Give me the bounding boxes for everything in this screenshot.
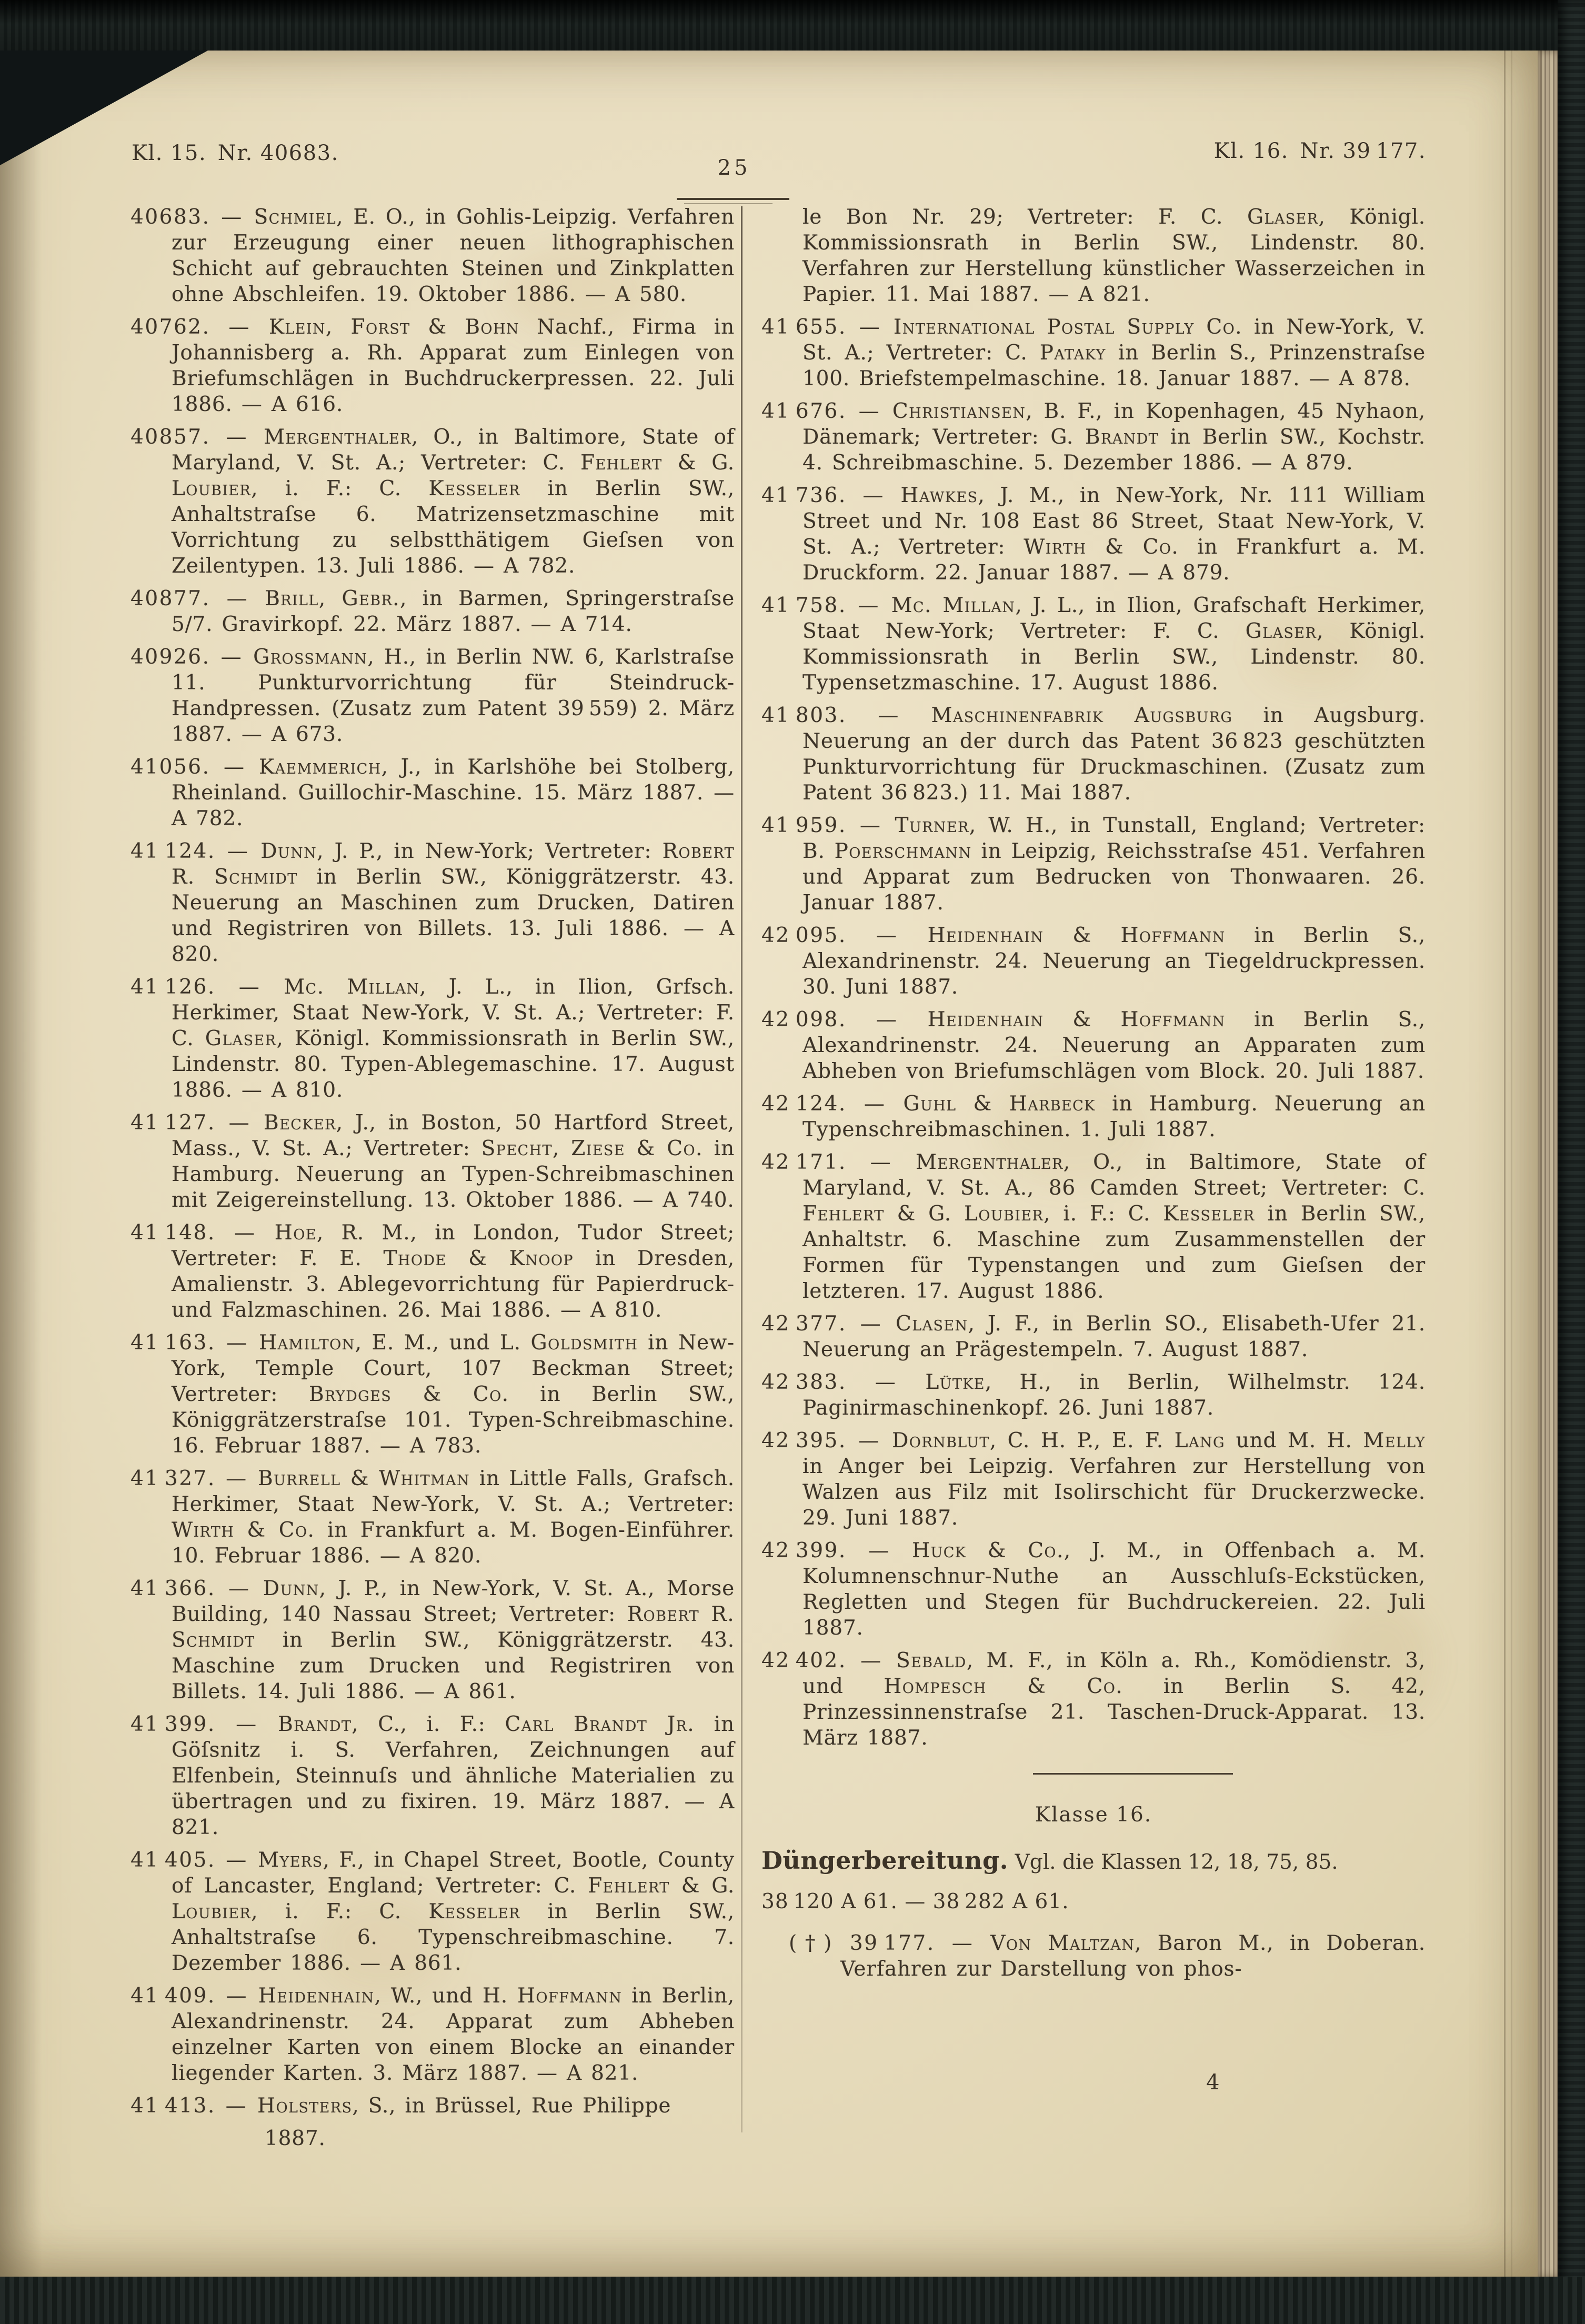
section-entries: [761, 1930, 1426, 1982]
entry-text: in Berlin S., Alexandrinenstr. 24. Neuerung an Tiegeldruckpressen. 30. Juni 1887.: [802, 924, 1426, 999]
name-small-caps: Hompesch & Co.: [884, 1675, 1123, 1698]
page-number-rule: [677, 198, 789, 200]
entry-text: in Göſsnitz i. S. Verfahren, Zeichnungen auf Elfenbein, Steinnuſs und ähnliche Materialien zu übertragen und zu fixiren. 19. März 1887. — A 821.: [172, 1712, 735, 1839]
entry-text: le Bon Nr. 29; Vertreter: F. C.: [802, 205, 1247, 229]
binding-cloth-bottom: [0, 2277, 1585, 2324]
name-small-caps: Maschinenfabrik Augsburg: [931, 704, 1233, 727]
entry-number: 41 366. —: [131, 1577, 263, 1600]
entry-text: , Königl. Kommissionsrath in Berlin SW., Lindenstr. 80. Typensetzmaschine. 17. August 1886.: [802, 619, 1426, 695]
name-small-caps: Heidenhain & Hoffmann: [927, 924, 1226, 947]
entry-number: 42 399. —: [761, 1539, 912, 1562]
entry-number: 42 402. —: [761, 1649, 896, 1672]
entry-number: 40683. —: [131, 205, 254, 229]
entry-text: , O., in Baltimore, State of Maryland, V. St. A.; Vertreter: C.: [172, 425, 735, 475]
patent-entry: [131, 1847, 735, 1976]
name-small-caps: Brandt: [1085, 425, 1159, 449]
patent-entry: [131, 1983, 735, 2086]
name-small-caps: Von Maltzan: [990, 1931, 1135, 1955]
name-small-caps: Fehlert: [802, 1202, 885, 1226]
entry-number: 41 124. —: [131, 839, 261, 863]
patent-entry: [761, 923, 1426, 1000]
name-small-caps: Mc. Millan: [284, 975, 420, 999]
name-small-caps: Kesseler: [428, 1900, 520, 1924]
entry-text: , Königl. Kommissionsrath in Berlin SW., Lindenstr. 80. Typen-Ablegemaschine. 17. August 1886. — A 810.: [172, 1027, 735, 1102]
name-small-caps: Heidenhain & Hoffmann: [927, 1008, 1226, 1031]
entry-number: 41 655. —: [761, 315, 894, 339]
entry-number: 41 413. —: [131, 2094, 258, 2118]
entry-text: Nachf., Firma in Johannisberg a. Rh. Apparat zum Einlegen von Briefumschlägen in Buchdruckerpressen. 22. Juli 1886. — A 616.: [172, 315, 735, 416]
entry-text: , F., in Chapel Street, Bootle, County of Lancaster, England; Vertreter: C.: [172, 1848, 735, 1898]
entry-text: in Berlin SW., Königgrätzerstraſse 101. Typen-Schreibmaschine. 16. Februar 1887. — A 783.: [172, 1383, 735, 1458]
entry-number: 41 959. —: [761, 814, 895, 837]
entry-text: in Berlin SW., Anhaltstraſse 6. Matrizensetzmaschine mit Vorrichtung zu selbstthätigem Gieſsen von Zeilentypen. 13. Juli 1886. — A 782.: [172, 477, 735, 578]
name-small-caps: Hoe: [274, 1221, 317, 1245]
name-small-caps: Clasen: [896, 1312, 968, 1336]
entry-text: , E. O., in Gohlis-Leipzig. Verfahren zur Erzeugung einer neuen lithographischen Schicht auf gebrauchten Steinen und Zinkplatten ohne Abschleifen. 19. Oktober 1886. — A 580.: [172, 205, 735, 306]
section-title-rest: Vgl. die Klassen 12, 18, 75, 85.: [1008, 1850, 1338, 1874]
entry-number: (†) 39 177. —: [789, 1931, 991, 1955]
entry-text: in Berlin S., Alexandrinenstr. 24. Neuerung an Apparaten zum Abheben von Briefumschlägen vom Block. 20. Juli 1887.: [802, 1008, 1426, 1083]
entry-text: in New-York, V. St. A.; Vertreter: C.: [802, 315, 1426, 365]
entry-text: in Frankfurt a. M. Bogen-Einführer. 10. Februar 1886. — A 820.: [172, 1518, 735, 1568]
entry-number: 41 736. —: [761, 484, 901, 507]
section-title-line: [761, 1846, 1426, 1877]
page-number: 25: [717, 156, 751, 180]
entry-text: in Berlin, Alexandrinenstr. 24. Apparat zum Abheben einzelner Karten von einem Blocke an einander liegender Karten. 3. März 1887. — A 821.: [172, 1984, 735, 2085]
patent-entry: [131, 1711, 735, 1840]
entry-text: , in Barmen, Springerstraſse 5/7. Gravirkopf. 22. März 1887. — A 714.: [172, 587, 735, 636]
name-small-caps: Guhl & Harbeck: [903, 1092, 1096, 1116]
name-small-caps: Fehlert: [580, 451, 663, 475]
patent-entry: [761, 314, 1426, 392]
entry-text: , J. M., in New-York, Nr. 111 William Street und Nr. 108 East 86 Street, Staat New-York, V. St. A.; Vertreter:: [802, 484, 1426, 559]
patent-entry: [131, 586, 735, 637]
section-title: Düngerbereitung.: [761, 1846, 1009, 1875]
entry-text: in Berlin SW., Anhaltstraſse 6. Typenschreibmaschine. 7. Dezember 1886. — A 861.: [172, 1900, 735, 1975]
patent-entry: [761, 204, 1426, 307]
entry-text: , S., in Brüssel, Rue Philippe: [352, 2094, 671, 2118]
patent-entry: [131, 424, 735, 579]
entry-text: 1887.: [265, 2127, 326, 2150]
name-small-caps: Lütke: [925, 1370, 985, 1394]
patent-entry: [131, 1220, 735, 1323]
name-small-caps: Thode & Knoop: [383, 1247, 574, 1270]
entry-text: & G.: [662, 451, 735, 475]
entry-number: 40762. —: [131, 315, 269, 339]
name-small-caps: Dunn: [263, 1577, 319, 1600]
name-small-caps: Wirth & Co.: [172, 1518, 315, 1542]
name-small-caps: Loubier: [964, 1202, 1044, 1226]
entry-number: 41 409. —: [131, 1984, 258, 2008]
patent-entry: [761, 703, 1426, 806]
entry-text: , H., in Berlin NW. 6, Karlstraſse 11. Punkturvorrichtung für Steindruck-Handpressen. (Zusatz zum Patent 39 559) 2. März 1887. — A 673.: [172, 645, 735, 746]
entry-text: in Hamburg. Neuerung an Typenschreibmaschinen. 1. Juli 1887.: [802, 1092, 1426, 1141]
name-small-caps: Carl Brandt Jr.: [505, 1712, 695, 1736]
entry-text: in Hamburg. Neuerung an Typen-Schreibmaschinen mit Zeigereinstellung. 13. Oktober 1886. — A 740.: [172, 1137, 735, 1212]
entry-number: 41 803. —: [761, 704, 931, 727]
entry-text: , J. P., in New-York; Vertreter:: [317, 839, 663, 863]
entry-number: 41 126. —: [131, 975, 284, 999]
entry-text: , J. F., in Berlin SO., Elisabeth-Ufer 21. Neuerung an Prägestempeln. 7. August 1887.: [802, 1312, 1426, 1361]
name-small-caps: Mergenthaler: [916, 1150, 1064, 1174]
name-small-caps: Robert R. Schmidt: [172, 1602, 735, 1652]
binding-cloth-right: [1558, 0, 1585, 2324]
section-class-heading: Klasse 16.: [1035, 1803, 1152, 1827]
patent-entry: [131, 1466, 735, 1569]
entry-text: in New-York, Temple Court, 107 Beckman Street; Vertreter:: [172, 1331, 735, 1406]
name-small-caps: Turner: [895, 814, 969, 837]
patent-entry: [761, 1369, 1426, 1421]
left-column: [131, 204, 735, 2158]
name-small-caps: Mergenthaler: [264, 425, 412, 449]
entry-text: , Königl. Kommissionsrath in Berlin SW., Lindenstr. 80. Verfahren zur Herstellung künstlicher Wasserzeichen in Papier. 11. Mai 1887. — A 821.: [802, 205, 1426, 306]
entry-number: 40857. —: [131, 425, 264, 449]
name-small-caps: Loubier: [172, 1900, 252, 1924]
entry-text: , O., in Baltimore, State of Maryland, V. St. A., 86 Camden Street; Vertreter: C.: [802, 1150, 1426, 1200]
patent-entry: [131, 754, 735, 832]
patent-entry: [761, 1311, 1426, 1363]
patent-entry: [131, 838, 735, 967]
name-small-caps: Kaemmerich: [259, 755, 382, 779]
entry-number: 42 124. —: [761, 1092, 904, 1116]
right-column-entries: [761, 204, 1426, 1751]
entry-text: & G.: [669, 1874, 735, 1898]
entry-number: 41056. —: [131, 755, 259, 779]
entry-text: in Augsburg. Neuerung an der durch das Patent 36 823 geschützten Punkturvorrichtung für Druckmaschinen. (Zusatz zum Patent 36 823.) 11. Mai 1887.: [802, 704, 1426, 805]
entry-text: in Berlin SW., Königgrätzerstr. 43. Neuerung an Maschinen zum Drucken, Datiren und Registriren von Billets. 13. Juli 1886. — A 820.: [172, 865, 735, 966]
entry-number: 40877. —: [131, 587, 265, 610]
entry-text: in Dresden, Amalienstr. 3. Ablegevorrichtung für Papierdruck- und Falzmaschinen. 26. Mai 1886. — A 810.: [172, 1247, 735, 1322]
entry-text: , i. F.: C.: [251, 477, 429, 500]
entry-number: 41 758. —: [761, 594, 891, 617]
entry-text: in Little Falls, Grafsch. Herkimer, Staat New-York, V. St. A.; Vertreter:: [172, 1467, 735, 1516]
name-small-caps: Sebald: [896, 1649, 967, 1672]
patent-entry: [131, 204, 735, 307]
entry-text: , W. H., in Tunstall, England; Vertreter: B.: [802, 814, 1426, 863]
entry-number: 41 148. —: [131, 1221, 275, 1245]
entry-text: , C. H. P., E. F.: [989, 1429, 1175, 1452]
entry-text: in Berlin SW., Königgrätzerstr. 43. Maschine zum Drucken und Registriren von Billets. 14. Juli 1886. — A 861.: [172, 1628, 735, 1704]
patent-entry: [761, 1538, 1426, 1641]
entry-number: 42 377. —: [761, 1312, 896, 1336]
entry-text: , J. P., in New-York, V. St. A., Morse Building, 140 Nassau Street; Vertreter:: [172, 1577, 735, 1626]
entry-number: 41 399. —: [131, 1712, 278, 1736]
name-small-caps: Hamilton: [259, 1331, 355, 1355]
name-small-caps: Becker: [264, 1111, 336, 1135]
name-small-caps: Hawkes: [900, 484, 978, 507]
entry-number: 41 676. —: [761, 399, 892, 423]
name-small-caps: Fehlert: [588, 1874, 670, 1898]
patent-entry: [131, 2126, 735, 2151]
patent-entry: [761, 1091, 1426, 1143]
entry-text: , J., in Boston, 50 Hartford Street, Mass., V. St. A.; Vertreter:: [172, 1111, 735, 1160]
entry-text: , i. F.: C.: [251, 1900, 429, 1924]
entry-text: , E. M., und L.: [355, 1331, 531, 1355]
header-right: Kl. 16. Nr. 39 177.: [1213, 139, 1426, 163]
name-small-caps: Glaser: [1245, 619, 1317, 643]
entry-text: , H., in Berlin, Wilhelmstr. 124. Paginirmaschinenkopf. 26. Juni 1887.: [802, 1370, 1426, 1420]
name-small-caps: Poerschmann: [834, 839, 972, 863]
patent-entry: [131, 644, 735, 747]
patent-entry: [761, 593, 1426, 696]
entry-number: 42 171. —: [761, 1150, 916, 1174]
entry-text: , J., in Karlshöhe bei Stolberg, Rheinland. Guillochir-Maschine. 15. März 1887. — A 782.: [172, 755, 735, 830]
name-small-caps: Brydges & Co.: [308, 1383, 509, 1406]
name-small-caps: Dunn: [260, 839, 317, 863]
entry-text: in Berlin S. 42, Prinzessinnenstraſse 21. Taschen-Druck-Apparat. 13. März 1887.: [802, 1675, 1426, 1750]
entry-text: , i. F.: C.: [1044, 1202, 1163, 1226]
patent-entry: [761, 1149, 1426, 1304]
name-small-caps: Schmiel: [254, 205, 337, 229]
header-left: Kl. 15. Nr. 40683.: [132, 141, 339, 165]
patent-entry: [131, 1110, 735, 1213]
patent-entry: [761, 813, 1426, 916]
entry-text: und M. H.: [1225, 1429, 1363, 1452]
entry-number: 42 095. —: [761, 924, 928, 947]
entry-text: , W., und H.: [374, 1984, 518, 2008]
entry-number: 42 395. —: [761, 1429, 892, 1452]
patent-entry: [131, 314, 735, 417]
name-small-caps: Holsters: [257, 2094, 353, 2118]
name-small-caps: Huck & Co.: [912, 1539, 1064, 1562]
patent-entry: [761, 398, 1426, 476]
name-small-caps: Dornblut: [892, 1429, 990, 1452]
name-small-caps: Myers: [258, 1848, 323, 1872]
entry-text: , J. L., in Ilion, Grfsch. Herkimer, Staat New-York, V. St. A.; Vertreter: F. C.: [172, 975, 735, 1050]
name-small-caps: Mc. Millan: [891, 594, 1016, 617]
name-small-caps: Melly: [1363, 1429, 1426, 1452]
entry-text: , J. L., in Ilion, Grafschaft Herkimer, Staat New-York; Vertreter: F. C.: [802, 594, 1426, 643]
name-small-caps: Brill, Gebr.: [265, 587, 400, 610]
entry-text: & G.: [884, 1202, 964, 1226]
patent-entry: [131, 1330, 735, 1459]
column-divider: [741, 206, 743, 2132]
patent-entry: [761, 1930, 1426, 1982]
entry-number: 41 127. —: [131, 1111, 264, 1135]
name-small-caps: Kesseler: [428, 477, 520, 500]
patent-entry: [131, 974, 735, 1103]
name-small-caps: Goldsmith: [530, 1331, 638, 1355]
entry-text: in Berlin SW., Anhaltstr. 6. Maschine zum Zusammenstellen der Formen für Typenstangen und zum Gieſsen der letzteren. 17. August 1886.: [802, 1202, 1426, 1303]
entry-number: 41 405. —: [131, 1848, 258, 1872]
name-small-caps: Lang: [1174, 1429, 1225, 1452]
binding-cloth-top: [0, 0, 1585, 51]
entry-text: in Frankfurt a. M. Druckform. 22. Januar 1887. — A 879.: [802, 535, 1426, 585]
name-small-caps: Pataky: [1039, 341, 1106, 365]
name-small-caps: Specht, Ziese & Co.: [481, 1137, 703, 1160]
entry-text: in Berlin SW., Kochstr. 4. Schreibmaschine. 5. Dezember 1886. — A 879.: [802, 425, 1426, 475]
klasse-16-section: [761, 1773, 1426, 1982]
entry-number: 40926. —: [131, 645, 254, 669]
name-small-caps: Heidenhain: [258, 1984, 375, 2008]
name-small-caps: Klein, Forst & Bohn: [268, 315, 519, 339]
right-column: [761, 204, 1426, 1989]
entry-text: , M. F., in Köln a. Rh., Komödienstr. 3, und: [802, 1649, 1426, 1698]
entry-text: in Leipzig, Reichsstraſse 451. Verfahren und Apparat zum Bedrucken von Thonwaaren. 26. Januar 1887.: [802, 839, 1426, 915]
name-small-caps: Glaser: [205, 1027, 277, 1050]
patent-entry: [131, 1576, 735, 1705]
entry-text: in Anger bei Leipzig. Verfahren zur Herstellung von Walzen aus Filz mit Isolirschicht für Druckerzwecke. 29. Juni 1887.: [802, 1455, 1426, 1530]
section-ref-line: 38 120 A 61. — 38 282 A 61.: [761, 1890, 1069, 1914]
entry-text: in Berlin S., Prinzenstraſse 100. Briefstempelmaschine. 18. Januar 1887. — A 878.: [802, 341, 1426, 390]
patent-entry: [761, 1007, 1426, 1084]
name-small-caps: Christiansen: [892, 399, 1026, 423]
name-small-caps: Loubier: [172, 477, 252, 500]
entry-text: , R. M., in London, Tudor Street; Vertreter: F. E.: [172, 1221, 735, 1270]
patent-entry: [761, 483, 1426, 586]
name-small-caps: Grossmann: [253, 645, 368, 669]
entry-text: , B. F., in Kopenhagen, 45 Nyhaon, Dänemark; Vertreter: G.: [802, 399, 1426, 449]
entry-number: 41 327. —: [131, 1467, 258, 1490]
entry-text: , C., i. F.:: [352, 1712, 505, 1736]
entry-text: , Baron M., in Doberan. Verfahren zur Darstellung von phos-: [840, 1931, 1426, 1981]
patent-entry: [761, 1648, 1426, 1751]
name-small-caps: Brandt: [278, 1712, 352, 1736]
name-small-caps: Kesseler: [1163, 1202, 1255, 1226]
entry-number: 42 383. —: [761, 1370, 926, 1394]
name-small-caps: International Postal Supply Co.: [893, 315, 1242, 339]
name-small-caps: Burrell & Whitman: [258, 1467, 470, 1490]
signature-mark: 4: [1206, 2070, 1220, 2095]
section-divider-rule: [1033, 1773, 1233, 1775]
patent-entry: [761, 1428, 1426, 1531]
name-small-caps: Robert R. Schmidt: [172, 839, 735, 889]
entry-number: 41 163. —: [131, 1331, 259, 1355]
name-small-caps: Hoffmann: [517, 1984, 623, 2008]
entry-number: 42 098. —: [761, 1008, 928, 1031]
patent-entry: [131, 2093, 735, 2119]
name-small-caps: Wirth & Co.: [1024, 535, 1179, 559]
name-small-caps: Glaser: [1247, 205, 1319, 229]
entry-text: , J. M., in Offenbach a. M. Kolumnenschnur-Nuthe an Ausschluſs-Eckstücken, Regletten und Stegen für Buchdruckereien. 22. Juli 1887.: [802, 1539, 1426, 1640]
